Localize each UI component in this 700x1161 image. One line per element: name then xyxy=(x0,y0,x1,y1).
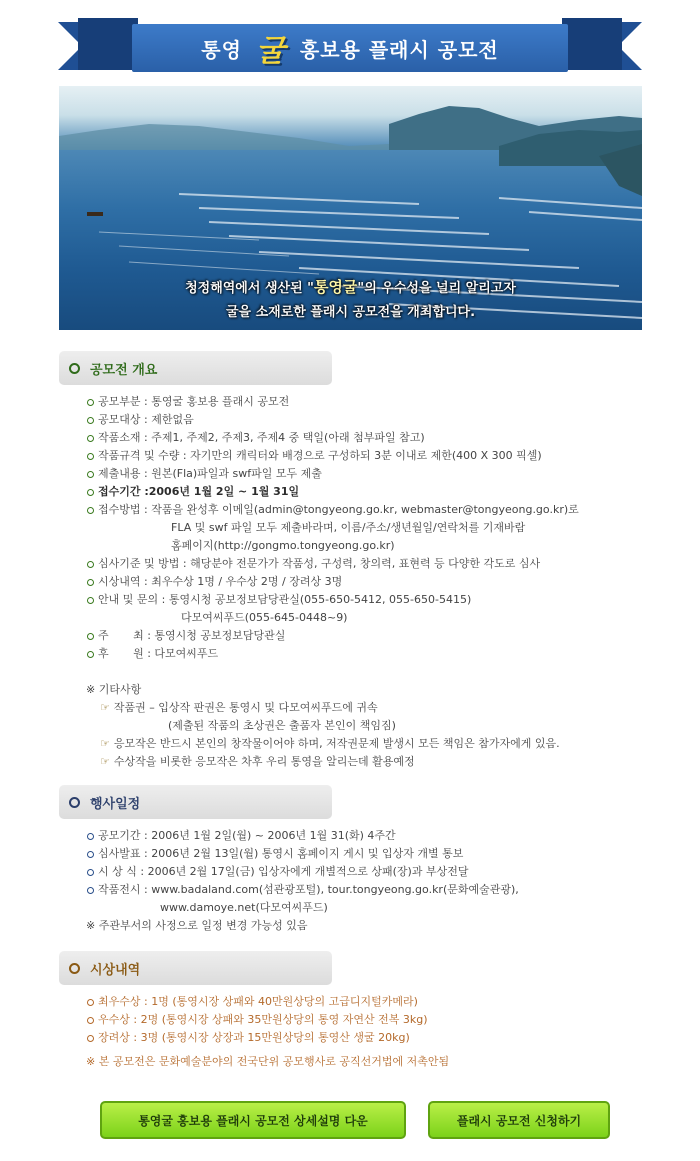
bullet-icon xyxy=(86,447,98,465)
list-item-text: 작품규격 및 수량 : 자기만의 캐릭터와 배경으로 구성하되 3분 이내로 제한(400 X 300 픽셀) xyxy=(98,449,542,462)
schedule-list xyxy=(86,827,519,917)
list-item-text: www.damoye.net(다모여씨푸드) xyxy=(160,901,328,914)
hero-caption-post: "의 우수성을 널리 알리고자 xyxy=(357,281,516,296)
list-item xyxy=(86,573,579,591)
bullet-icon xyxy=(86,483,98,501)
notes-block xyxy=(86,681,560,771)
list-item-text: 시상내역 : 최우수상 1명 / 우수상 2명 / 장려상 3명 xyxy=(98,575,343,588)
banner-title-left: 통영 xyxy=(201,37,242,62)
notes-header: ※ 기타사항 xyxy=(86,683,142,696)
list-item-text: 후 원 : 다모여씨푸드 xyxy=(98,647,219,660)
bullet-icon xyxy=(86,573,98,591)
section-title: 시상내역 xyxy=(90,962,141,978)
circle-bullet-icon xyxy=(69,797,80,808)
list-item xyxy=(86,555,579,573)
apply-button[interactable]: 플래시 공모전 신청하기 xyxy=(428,1101,610,1139)
title-banner xyxy=(58,18,642,74)
list-item-text: 접수방법 : 작품을 완성후 이메일(admin@tongyeong.go.kr, webmaster@tongyeong.go.kr)로 xyxy=(98,503,579,516)
download-details-button[interactable]: 통영굴 홍보용 플래시 공모전 상세설명 다운 xyxy=(100,1101,406,1139)
banner-logo-gul: 굴 xyxy=(255,34,286,69)
period-value: 2006년 1월 2일 ~ 1월 31일 xyxy=(148,485,300,498)
note-text: 수상작을 비롯한 응모작은 차후 우리 통영을 알리는데 활용예정 xyxy=(113,755,415,768)
bullet-icon xyxy=(86,863,98,881)
pointing-hand-icon: ☞ xyxy=(100,701,110,714)
note-item xyxy=(86,753,560,771)
bullet-icon xyxy=(86,827,98,845)
list-item xyxy=(86,465,579,483)
list-item xyxy=(86,627,579,645)
bullet-icon xyxy=(86,411,98,429)
hero-caption-highlight: 통영굴 xyxy=(313,278,358,296)
list-item xyxy=(86,1011,428,1029)
list-item-text: 장려상 : 3명 (통영시장 상장과 15만원상당의 통영산 생굴 20kg) xyxy=(98,1031,410,1044)
list-item-text: 주 최 : 통영시청 공보정보담당관실 xyxy=(98,629,286,642)
list-item xyxy=(86,845,519,863)
pointing-hand-icon: ☞ xyxy=(100,755,110,768)
section-title: 행사일정 xyxy=(90,796,141,812)
banner-band xyxy=(132,24,568,72)
bullet-icon xyxy=(86,465,98,483)
list-item xyxy=(86,429,579,447)
list-item xyxy=(86,393,579,411)
list-item-period xyxy=(86,483,579,501)
overview-list xyxy=(86,393,579,663)
list-item-text: 작품소재 : 주제1, 주제2, 주제3, 주제4 중 택일(아래 첨부파일 참고) xyxy=(98,431,425,444)
bullet-icon xyxy=(86,881,98,899)
list-item xyxy=(86,411,579,429)
list-item-continued xyxy=(86,899,519,917)
hero-caption-pre: 청정해역에서 생산된 " xyxy=(185,281,314,296)
bullet-icon xyxy=(86,591,98,609)
bullet-icon xyxy=(86,1029,98,1047)
note-item xyxy=(86,699,560,717)
list-item-text: 제출내용 : 원본(Fla)파일과 swf파일 모두 제출 xyxy=(98,467,322,480)
list-item-text: 공모부분 : 통영굴 홍보용 플래시 공모전 xyxy=(98,395,290,408)
list-item-continued xyxy=(86,537,579,555)
prizes-note: ※ 본 공모전은 문화예술분야의 전국단위 공모행사로 공직선거법에 저촉안됨 xyxy=(86,1055,450,1068)
section-header-overview xyxy=(59,351,332,385)
list-item xyxy=(86,447,579,465)
bullet-icon xyxy=(86,645,98,663)
bullet-icon xyxy=(86,429,98,447)
list-item xyxy=(86,645,579,663)
list-item-text: 최우수상 : 1명 (통영시장 상패와 40만원상당의 고급디지털카메라) xyxy=(98,995,418,1008)
prizes-list xyxy=(86,993,428,1047)
bullet-icon xyxy=(86,555,98,573)
bullet-icon xyxy=(86,993,98,1011)
list-item-continued xyxy=(86,609,579,627)
list-item xyxy=(86,993,428,1011)
list-item-method xyxy=(86,501,579,519)
pointing-hand-icon: ☞ xyxy=(100,737,110,750)
section-header-prizes xyxy=(59,951,332,985)
hero-caption-line2: 굴을 소재로한 플래시 공모전을 개최합니다. xyxy=(225,305,476,320)
note-item xyxy=(86,735,560,753)
list-item-text: FLA 및 swf 파일 모두 제출바라며, 이름/주소/생년월일/연락처를 기재바람 xyxy=(171,521,526,534)
list-item xyxy=(86,827,519,845)
note-text: 응모작은 반드시 본인의 창작물이어야 하며, 저작권문제 발생시 모든 책임은 참가자에게 있음. xyxy=(113,737,560,750)
bullet-icon xyxy=(86,845,98,863)
list-item-text: 홈페이지(http://gongmo.tongyeong.go.kr) xyxy=(171,539,395,552)
bullet-icon xyxy=(86,393,98,411)
list-item-text: 심사기준 및 방법 : 해당분야 전문가가 작품성, 구성력, 창의력, 표현력 등 다양한 각도로 심사 xyxy=(98,557,541,570)
list-item-text: 안내 및 문의 : 통영시청 공보정보담당관실(055-650-5412, 055-650-5415) xyxy=(98,593,472,606)
list-item-text: 우수상 : 2명 (통영시장 상패와 35만원상당의 통영 자연산 전복 3kg) xyxy=(98,1013,428,1026)
hero-photo xyxy=(59,86,642,330)
list-item-text: 심사발표 : 2006년 2월 13일(월) 통영시 홈페이지 게시 및 입상자 개별 통보 xyxy=(98,847,464,860)
banner-fold-right xyxy=(562,18,622,70)
bullet-icon xyxy=(86,1011,98,1029)
section-header-schedule xyxy=(59,785,332,819)
hero-caption-line1 xyxy=(59,276,642,297)
note-item-continued xyxy=(86,717,560,735)
list-item xyxy=(86,881,519,899)
list-item xyxy=(86,1029,428,1047)
list-item xyxy=(86,863,519,881)
list-item-text: 공모대상 : 제한없음 xyxy=(98,413,194,426)
circle-bullet-icon xyxy=(69,363,80,374)
banner-title-right: 홍보용 플래시 공모전 xyxy=(299,37,499,62)
period-label: 접수기간 : xyxy=(98,485,149,498)
note-text: 작품권 – 입상작 판권은 통영시 및 다모여씨푸드에 귀속 xyxy=(113,701,378,714)
bullet-icon xyxy=(86,501,98,519)
bullet-icon xyxy=(86,627,98,645)
list-item-text: 공모기간 : 2006년 1월 2일(월) ~ 2006년 1월 31(화) 4주간 xyxy=(98,829,396,842)
list-item-text: 작품전시 : www.badaland.com(섬관광포털), tour.tongyeong.go.kr(문화예술관광), xyxy=(98,883,519,896)
list-item-text: 시 상 식 : 2006년 2월 17일(금) 입상자에게 개별적으로 상패(장)과 부상전달 xyxy=(98,865,469,878)
list-item-continued xyxy=(86,519,579,537)
banner-fold-left xyxy=(78,18,138,70)
schedule-note: ※ 주관부서의 사정으로 일정 변경 가능성 있음 xyxy=(86,919,308,932)
note-text: (제출된 작품의 초상권은 출품자 본인이 책임짐) xyxy=(168,719,396,732)
list-item-text: 다모여씨푸드(055-645-0448~9) xyxy=(181,611,348,624)
section-title: 공모전 개요 xyxy=(90,362,158,378)
circle-bullet-icon xyxy=(69,963,80,974)
list-item xyxy=(86,591,579,609)
